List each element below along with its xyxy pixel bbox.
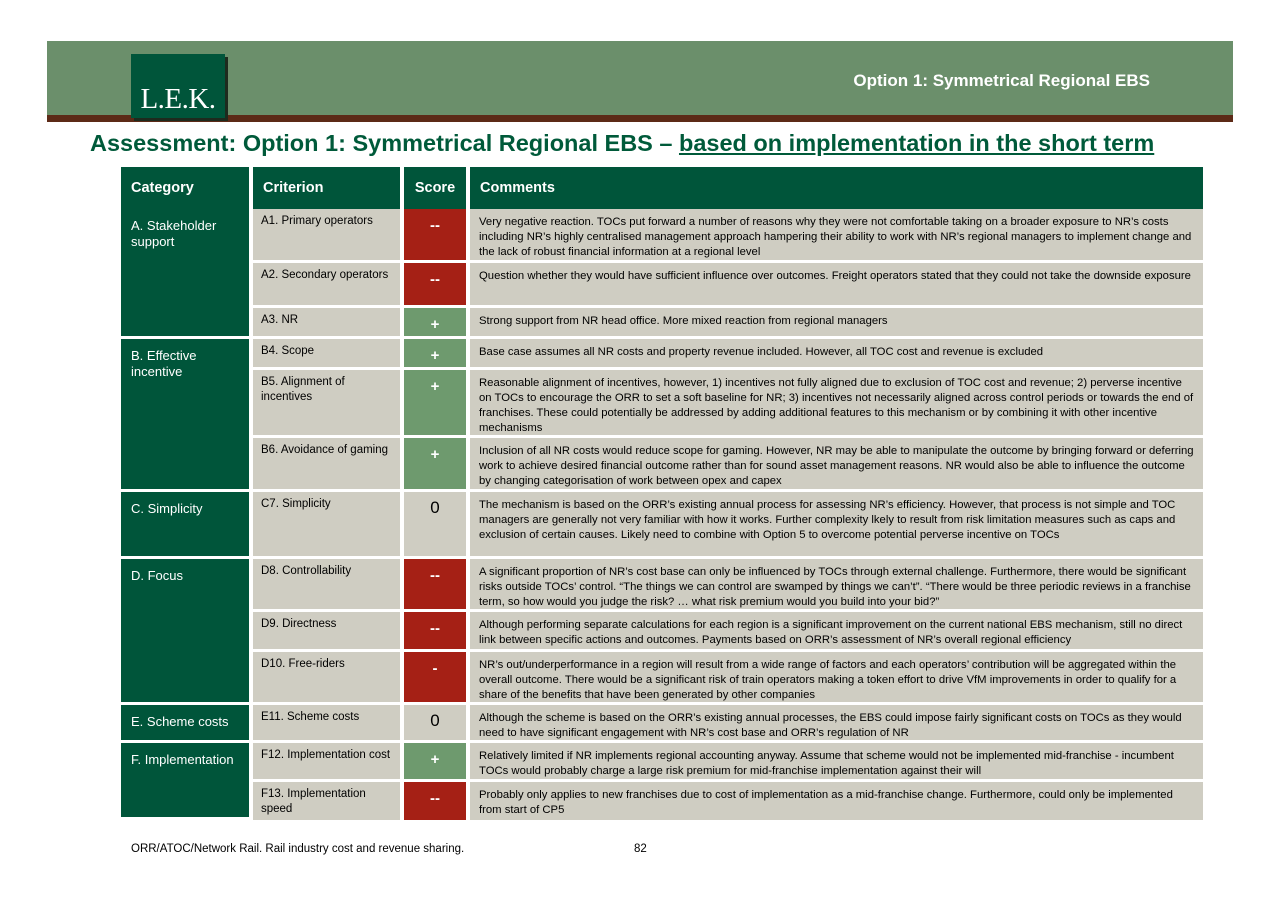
logo-text: L.E.K. <box>140 83 216 115</box>
score-negative-badge: -- <box>404 209 466 263</box>
criterion-cell: F12. Implementation cost <box>253 743 400 782</box>
comment-cell: A significant proportion of NR’s cost base can only be influenced by TOCs through external challenge. Furthermore, there would be significant risks outside TOCs’ control. “The things we can control are swamped by things we can’t”. “There would be three periodic reviews in a franchise term, so how would you judge the risk? … what risk premium would you build into your bid?” <box>470 559 1203 612</box>
score-negative-badge: -- <box>404 559 466 612</box>
category-stakeholder-support: A. Stakeholder support <box>121 209 249 339</box>
criterion-cell: D9. Directness <box>253 612 400 652</box>
lek-logo <box>131 54 225 118</box>
criterion-cell: A3. NR <box>253 308 400 339</box>
comment-cell: Reasonable alignment of incentives, however, 1) incentives not fully aligned due to exclusion of TOC cost and revenue; 2) perverse incentive on TOCs to encourage the ORR to set a soft baseline for NR; 3) incentives not necessarily aligned across control periods or towards the end of franchises. These could potentially be addressed by adding additional features to this mechanism or by combining it with other incentive mechanisms <box>470 370 1203 438</box>
comment-cell: Although performing separate calculations for each region is a significant improvement on the current national EBS mechanism, still no direct link between specific actions and outcomes. Payments based on ORR’s assessment of NR’s overall regional efficiency <box>470 612 1203 652</box>
header-criterion: Criterion <box>253 167 400 209</box>
comment-cell: Relatively limited if NR implements regional accounting anyway. Assume that scheme would not be implemented mid-franchise - incumbent TOCs would probably charge a large risk premium for mid-franchise implementation against their will <box>470 743 1203 782</box>
criterion-cell: D10. Free-riders <box>253 652 400 705</box>
comment-cell: Inclusion of all NR costs would reduce scope for gaming. However, NR may be able to manipulate the outcome by bringing forward or deferring work to achieve desired financial outcome rather than for sound asset management reasons. NR would also be able to influence the outcome by changing categorisation of work between opex and capex <box>470 438 1203 492</box>
category-focus: D. Focus <box>121 559 249 705</box>
slide-label: Option 1: Symmetrical Regional EBS <box>853 71 1150 90</box>
header-category: Category <box>121 167 249 209</box>
comment-cell: Base case assumes all NR costs and property revenue included. However, all TOC cost and revenue is excluded <box>470 339 1203 370</box>
criterion-cell: E11. Scheme costs <box>253 705 400 743</box>
score-neutral-badge: 0 <box>404 492 466 559</box>
header-comments: Comments <box>470 167 1203 209</box>
criterion-cell: B6. Avoidance of gaming <box>253 438 400 492</box>
criterion-cell: C7. Simplicity <box>253 492 400 559</box>
comment-cell: Very negative reaction. TOCs put forward a number of reasons why they were not comfortable taking on a broader exposure to NR’s costs including NR’s highly centralised management approach hampering their ability to work with NR’s regional managers to implement change and the lack of robust financial information at a regional level <box>470 209 1203 263</box>
score-positive-badge: + <box>404 308 466 339</box>
page-title <box>90 130 1154 157</box>
criterion-cell: F13. Implementation speed <box>253 782 400 820</box>
criterion-cell: B4. Scope <box>253 339 400 370</box>
category-implementation: F. Implementation <box>121 743 249 820</box>
criterion-cell: A2. Secondary operators <box>253 263 400 308</box>
score-positive-badge: + <box>404 438 466 492</box>
comment-cell: Strong support from NR head office. More mixed reaction from regional managers <box>470 308 1203 339</box>
comment-cell: Probably only applies to new franchises due to cost of implementation as a mid-franchise change. Furthermore, could only be implemented from start of CP5 <box>470 782 1203 820</box>
category-simplicity: C. Simplicity <box>121 492 249 559</box>
comment-cell: The mechanism is based on the ORR’s existing annual process for assessing NR’s efficiency. However, that process is not simple and TOC managers are generally not very familiar with how it works. Further complexity lkely to result from risk limitation measures such as caps and exclusion of certain causes. Likely need to combine with Option 5 to overcome potential perverse incentive on TOCs <box>470 492 1203 559</box>
criterion-cell: A1. Primary operators <box>253 209 400 263</box>
criterion-cell: D8. Controllability <box>253 559 400 612</box>
comment-cell: Question whether they would have sufficient influence over outcomes. Freight operators stated that they could not take the downside exposure <box>470 263 1203 308</box>
category-effective-incentive: B. Effective incentive <box>121 339 249 492</box>
score-negative-badge: -- <box>404 263 466 308</box>
page-title-main: Assessment: Option 1: Symmetrical Regional EBS – <box>90 130 679 156</box>
score-negative-badge: -- <box>404 612 466 652</box>
score-positive-badge: + <box>404 339 466 370</box>
score-negative-badge: -- <box>404 782 466 820</box>
score-negative-badge: - <box>404 652 466 705</box>
criterion-cell: B5. Alignment of incentives <box>253 370 400 438</box>
category-scheme-costs: E. Scheme costs <box>121 705 249 743</box>
page-number: 82 <box>634 843 647 855</box>
score-neutral-badge: 0 <box>404 705 466 743</box>
score-positive-badge: + <box>404 370 466 438</box>
header-score: Score <box>404 167 466 209</box>
score-positive-badge: + <box>404 743 466 782</box>
footer-source: ORR/ATOC/Network Rail. Rail industry cost and revenue sharing. <box>131 843 465 855</box>
comment-cell: NR’s out/underperformance in a region will result from a wide range of factors and each operators’ contribution will be aggregated within the overall outcome. There would be a significant risk of train operators making a token effort to drive VfM improvements in order to qualify for a share of the benefits that have been generated by other companies <box>470 652 1203 705</box>
assessment-table <box>121 167 1203 842</box>
page-title-underlined: based on implementation in the short term <box>678 130 1155 156</box>
comment-cell: Although the scheme is based on the ORR’s existing annual processes, the EBS could impose fairly significant costs on TOCs as they would need to have significant engagement with NR’s cost base and ORR’s regulation of NR <box>470 705 1203 743</box>
